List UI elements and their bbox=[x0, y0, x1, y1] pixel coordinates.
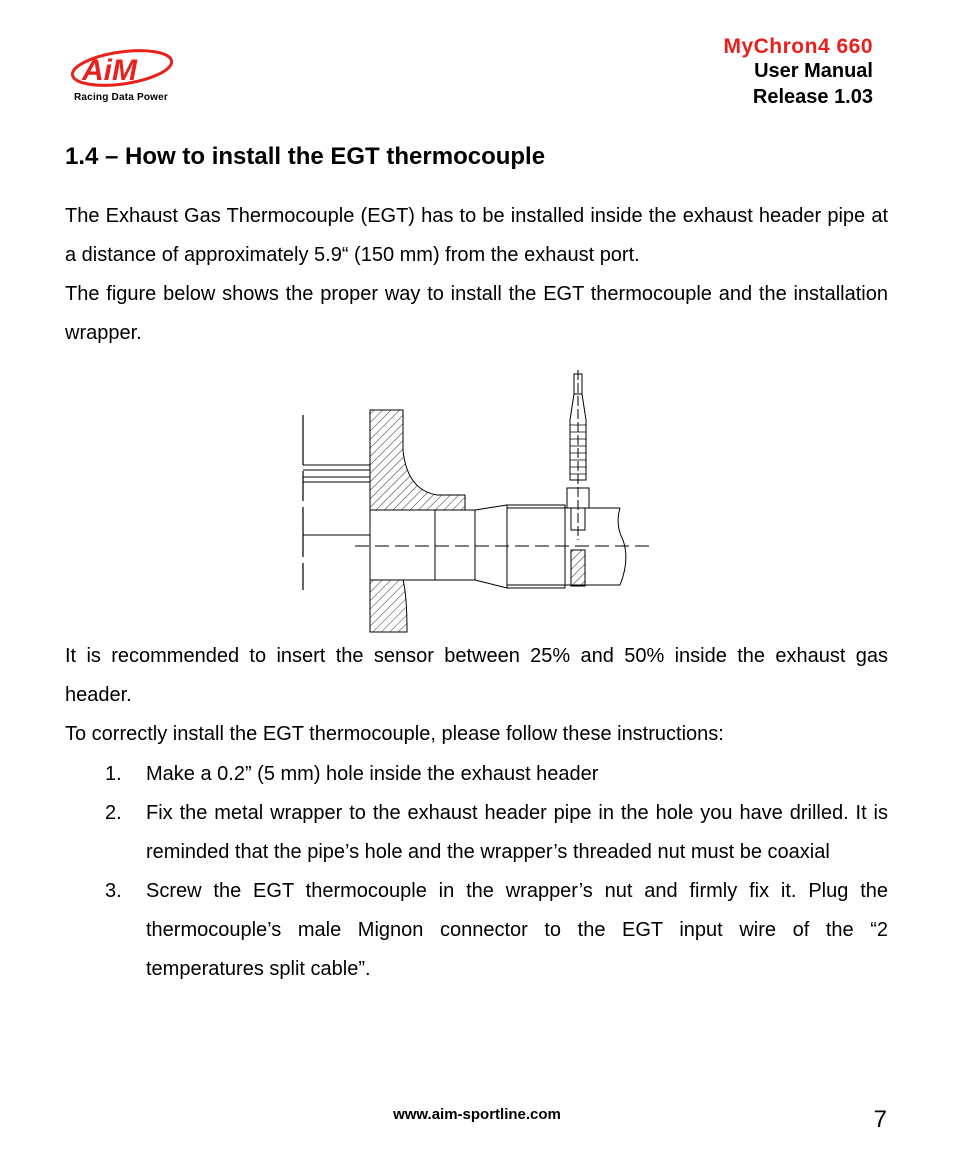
step-number: 3. bbox=[105, 880, 122, 902]
step-number: 2. bbox=[105, 802, 122, 824]
paragraph-egt-position: The Exhaust Gas Thermocouple (EGT) has to be installed inside the exhaust header pipe at a distance of approximately 5.9“ (150 mm) from the exhaust port. bbox=[65, 205, 888, 266]
list-item bbox=[105, 794, 888, 872]
release-version: Release 1.03 bbox=[752, 86, 873, 108]
doc-type: User Manual bbox=[754, 60, 873, 82]
product-name: MyChron4 660 bbox=[723, 35, 873, 58]
step-text: Fix the metal wrapper to the exhaust header pipe in the hole you have drilled. It is reminded that the pipe’s hole and the wrapper’s threaded nut must be coaxial bbox=[146, 802, 888, 863]
paragraph-instructions-intro: To correctly install the EGT thermocouple, please follow these instructions: bbox=[65, 723, 724, 745]
paragraph-sensor-depth: It is recommended to insert the sensor between 25% and 50% inside the exhaust gas header. bbox=[65, 645, 888, 706]
step-text: Screw the EGT thermocouple in the wrapper’s nut and firmly fix it. Plug the thermocouple’s male Mignon connector to the EGT input wire of the “2 temperatures split cable”. bbox=[146, 880, 888, 980]
installation-steps bbox=[105, 755, 888, 989]
step-number: 1. bbox=[105, 763, 122, 785]
list-item bbox=[105, 872, 888, 989]
svg-text:AiM: AiM bbox=[82, 54, 137, 87]
egt-installation-diagram bbox=[295, 370, 655, 635]
step-text: Make a 0.2” (5 mm) hole inside the exhaust header bbox=[146, 763, 599, 785]
list-item bbox=[105, 755, 888, 794]
logo-tagline: Racing Data Power bbox=[74, 92, 168, 103]
section-title: 1.4 – How to install the EGT thermocouple bbox=[65, 143, 546, 170]
page-number: 7 bbox=[873, 1106, 887, 1133]
footer-url: www.aim-sportline.com bbox=[393, 1106, 561, 1123]
paragraph-figure-intro: The figure below shows the proper way to install the EGT thermocouple and the installation wrapper. bbox=[65, 283, 888, 344]
document-header bbox=[723, 36, 873, 110]
